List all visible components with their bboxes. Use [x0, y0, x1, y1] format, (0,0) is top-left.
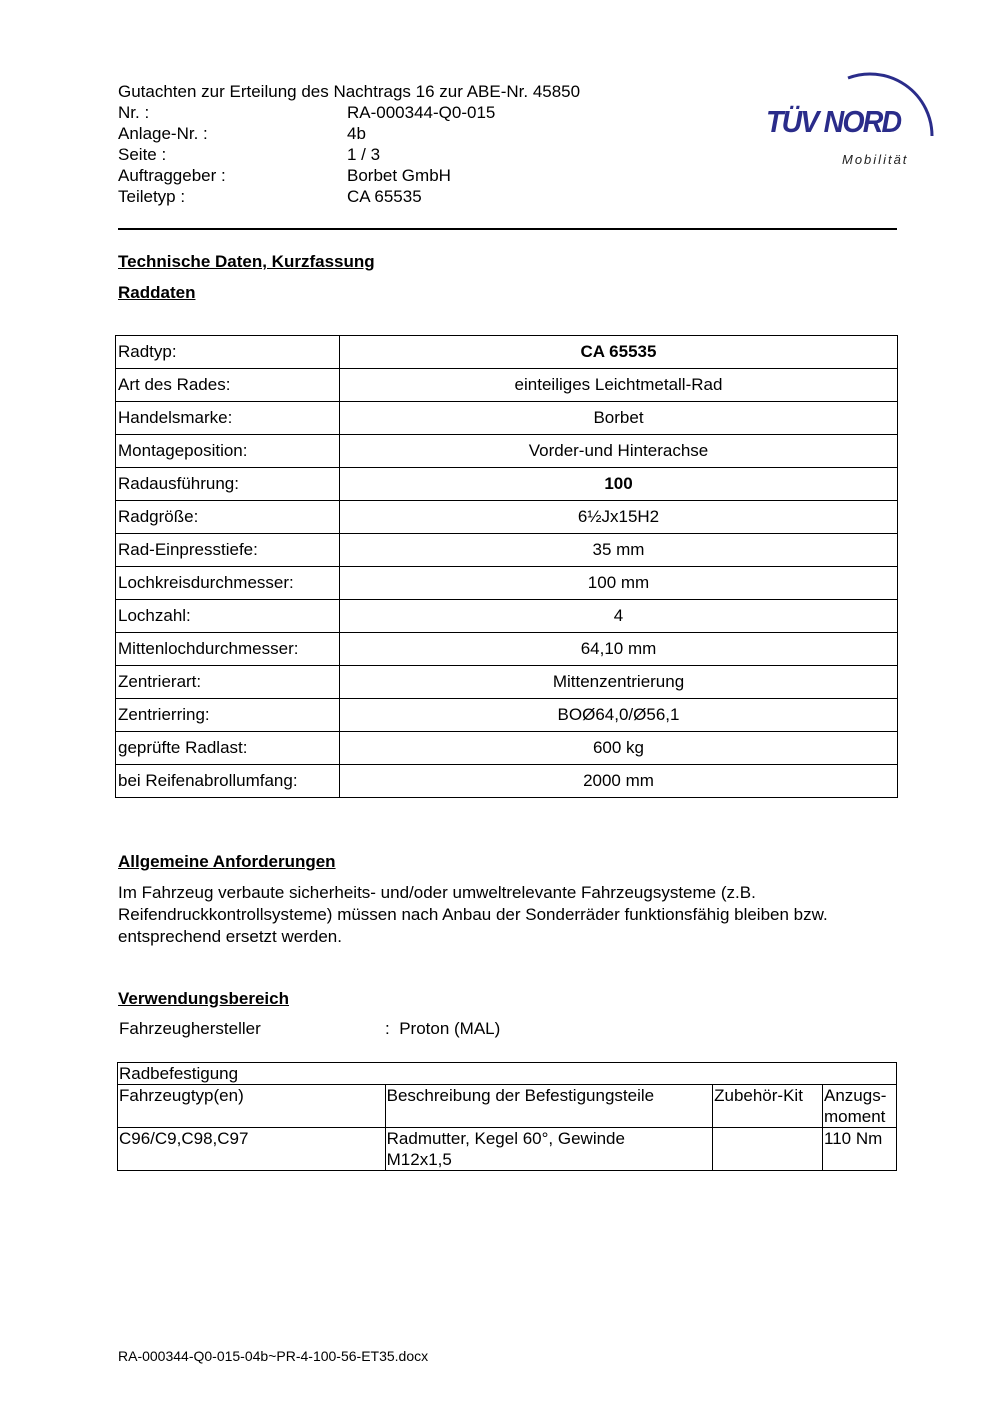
- header-label: Anlage-Nr. :: [118, 124, 208, 143]
- table-cell-label: Lochzahl:: [116, 600, 340, 633]
- table-row: [116, 600, 898, 633]
- table-row: [118, 1128, 897, 1171]
- table-row: [116, 369, 898, 402]
- manufacturer-value: Proton (MAL): [399, 1019, 501, 1038]
- header-row-seite: [118, 144, 718, 165]
- wheel-data-table: [115, 335, 898, 798]
- manufacturer-label: Fahrzeughersteller: [119, 1019, 261, 1038]
- description-line: M12x1,5: [386, 1150, 452, 1169]
- header-value: CA 65535: [347, 187, 422, 206]
- logo-subtitle: Mobilität: [842, 152, 909, 167]
- logo-brand: TÜV NORD: [766, 104, 901, 139]
- cell-torque: 110 Nm: [823, 1128, 897, 1171]
- table-cell-value: 600 kg: [340, 732, 898, 765]
- header-label: Auftraggeber :: [118, 166, 226, 185]
- table-row: [116, 732, 898, 765]
- mounting-table-title: Radbefestigung: [118, 1063, 897, 1085]
- table-row: [116, 468, 898, 501]
- table-cell-label: Mittenlochdurchmesser:: [116, 633, 340, 666]
- table-row: [116, 567, 898, 600]
- table-cell-value: 4: [340, 600, 898, 633]
- cell-vehicle-type: C96/C9,C98,C97: [118, 1128, 386, 1171]
- header-divider: [118, 228, 897, 230]
- header-value: RA-000344-Q0-015: [347, 103, 496, 122]
- table-row: [116, 501, 898, 534]
- header-value: 1 / 3: [347, 145, 381, 164]
- table-cell-value: BOØ64,0/Ø56,1: [340, 699, 898, 732]
- section-heading-requirements: Allgemeine Anforderungen: [118, 852, 336, 871]
- paragraph-line: entsprechend ersetzt werden.: [118, 927, 342, 946]
- description-line: Radmutter, Kegel 60°, Gewinde: [386, 1129, 625, 1148]
- table-row: [116, 765, 898, 798]
- cell-description: [385, 1128, 712, 1171]
- document-header: [118, 81, 718, 207]
- header-torque-line: Anzugs-: [824, 1086, 887, 1105]
- table-cell-label: Rad-Einpresstiefe:: [116, 534, 340, 567]
- header-row-teiletyp: [118, 186, 718, 207]
- mounting-table: [117, 1062, 897, 1171]
- table-row: [116, 534, 898, 567]
- paragraph-line: Im Fahrzeug verbaute sicherheits- und/oder umweltrelevante Fahrzeugsysteme (z.B.: [118, 883, 756, 902]
- table-row: [116, 435, 898, 468]
- manufacturer-row: [119, 1019, 500, 1039]
- table-row: [116, 336, 898, 369]
- requirements-paragraph: [118, 882, 908, 948]
- document-title: Gutachten zur Erteilung des Nachtrags 16 zur ABE-Nr. 45850: [118, 82, 581, 101]
- paragraph-line: Reifendruckkontrollsysteme) müssen nach Anbau der Sonderräder funktionsfähig bleiben bzw.: [118, 905, 828, 924]
- table-cell-value: 2000 mm: [340, 765, 898, 798]
- table-row: [116, 699, 898, 732]
- table-row: [116, 633, 898, 666]
- section-heading-technical: Technische Daten, Kurzfassung: [118, 252, 375, 271]
- section-heading-usage: Verwendungsbereich: [118, 989, 289, 1008]
- header-accessory-kit: Zubehör-Kit: [713, 1085, 823, 1128]
- header-row-anlage: [118, 123, 718, 144]
- table-cell-label: Lochkreisdurchmesser:: [116, 567, 340, 600]
- table-cell-value: 6½Jx15H2: [340, 501, 898, 534]
- table-cell-label: Handelsmarke:: [116, 402, 340, 435]
- table-cell-value: Borbet: [340, 402, 898, 435]
- header-vehicle-type: Fahrzeugtyp(en): [118, 1085, 386, 1128]
- tuv-nord-logo: [760, 56, 945, 171]
- table-cell-value: 100: [340, 468, 898, 501]
- header-value: Borbet GmbH: [347, 166, 451, 185]
- table-cell-value: 100 mm: [340, 567, 898, 600]
- table-row: [116, 402, 898, 435]
- table-cell-value: 64,10 mm: [340, 633, 898, 666]
- table-cell-label: Radausführung:: [116, 468, 340, 501]
- header-value: 4b: [347, 124, 366, 143]
- table-cell-value: Mittenzentrierung: [340, 666, 898, 699]
- header-row-auftraggeber: [118, 165, 718, 186]
- header-label: Teiletyp :: [118, 187, 186, 206]
- header-description: Beschreibung der Befestigungsteile: [385, 1085, 712, 1128]
- table-cell-label: Radgröße:: [116, 501, 340, 534]
- footer-filename: RA-000344-Q0-015-04b~PR-4-100-56-ET35.docx: [118, 1348, 429, 1364]
- section-heading-wheel-data: Raddaten: [118, 283, 196, 302]
- table-cell-label: Zentrierring:: [116, 699, 340, 732]
- table-cell-value: einteiliges Leichtmetall-Rad: [340, 369, 898, 402]
- table-cell-label: Zentrierart:: [116, 666, 340, 699]
- cell-accessory-kit: [713, 1128, 823, 1171]
- table-title-row: [118, 1063, 897, 1085]
- table-row: [116, 666, 898, 699]
- table-cell-label: Art des Rades:: [116, 369, 340, 402]
- table-cell-value: 35 mm: [340, 534, 898, 567]
- table-cell-value: CA 65535: [340, 336, 898, 369]
- table-cell-label: geprüfte Radlast:: [116, 732, 340, 765]
- table-cell-label: bei Reifenabrollumfang:: [116, 765, 340, 798]
- header-label: Seite :: [118, 145, 167, 164]
- header-label: Nr. :: [118, 103, 150, 122]
- header-torque: [823, 1085, 897, 1128]
- table-header-row: [118, 1085, 897, 1128]
- table-cell-value: Vorder-und Hinterachse: [340, 435, 898, 468]
- header-row-nr: [118, 102, 718, 123]
- table-cell-label: Montageposition:: [116, 435, 340, 468]
- manufacturer-separator: :: [385, 1019, 390, 1038]
- table-cell-label: Radtyp:: [116, 336, 340, 369]
- header-torque-line: moment: [824, 1107, 886, 1126]
